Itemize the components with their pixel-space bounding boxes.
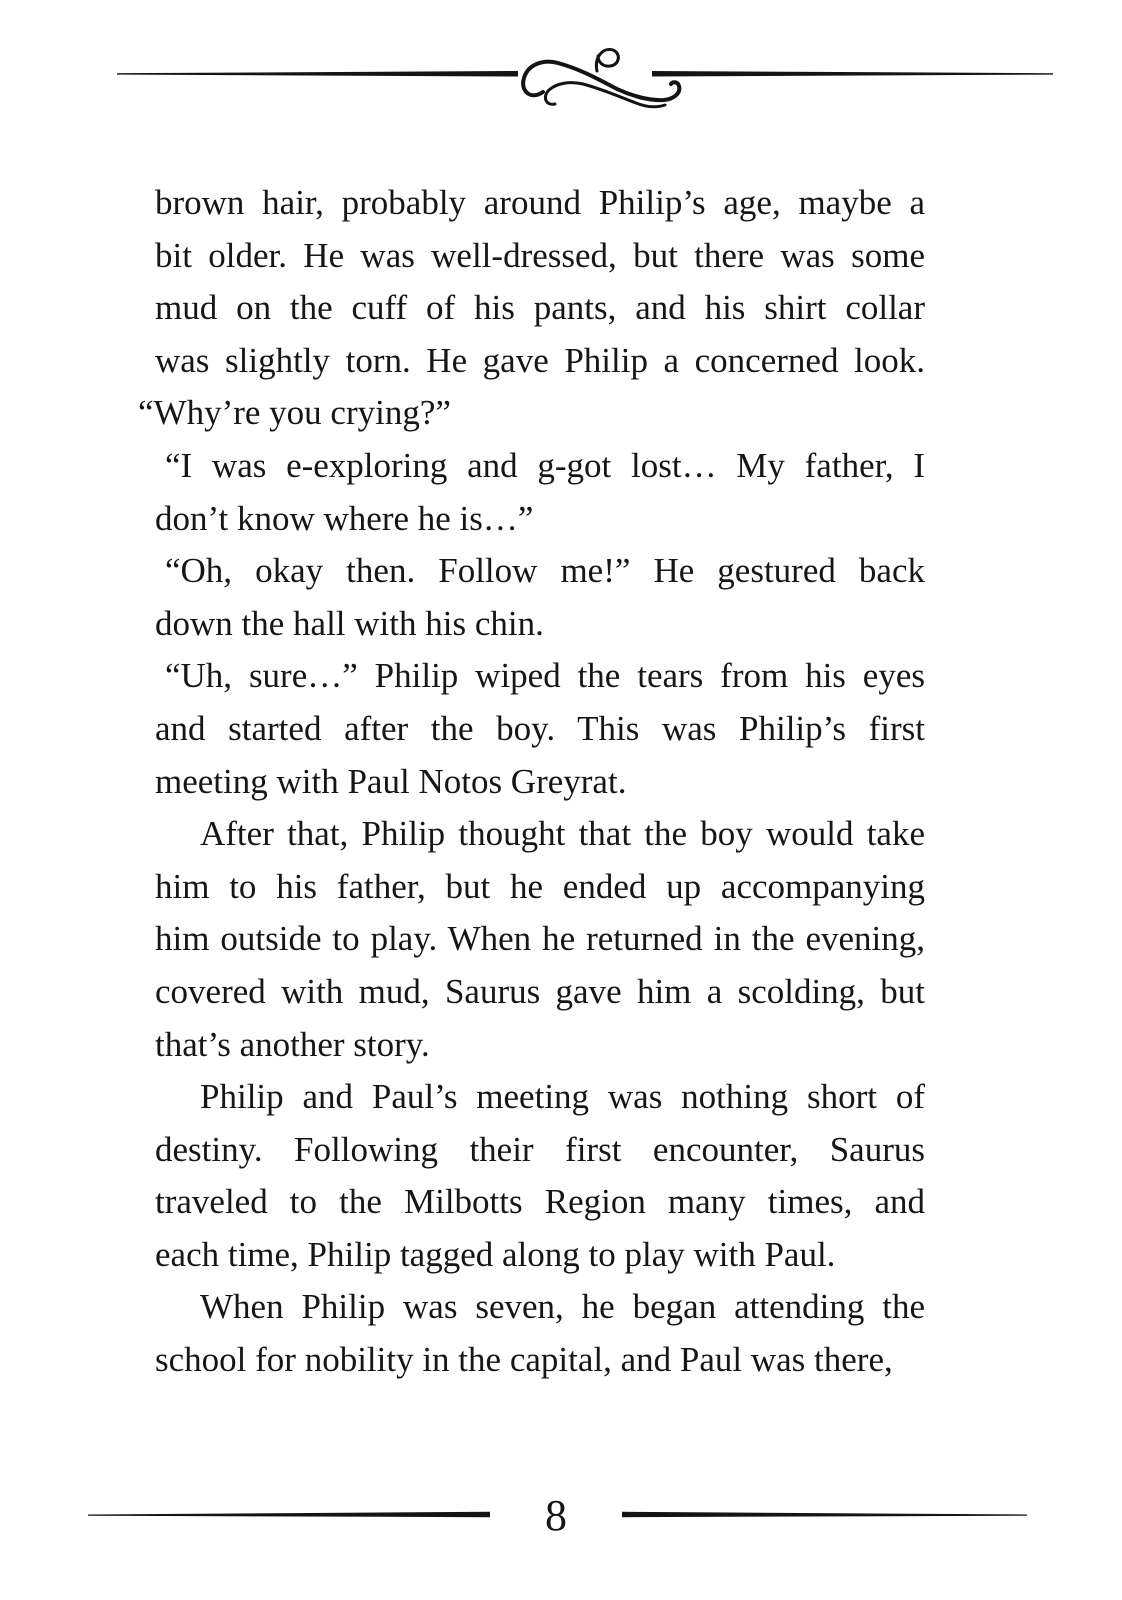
text-line [155,177,925,230]
text-line [155,230,925,283]
text-line-content: “Why’re you crying?” [138,393,451,433]
text-line-content: mud on the cuff of his pants, and his shirt collar [155,288,925,328]
text-line-content: and started after the boy. This was Philip’s first [155,708,925,748]
text-line [155,282,925,335]
text-line-content: Philip and Paul’s meeting was nothing short of [200,1077,925,1117]
text-line [165,545,925,598]
text-line-content: “I was e-exploring and g-got lost… My father, I [165,445,925,485]
text-line-content: down the hall with his chin. [155,603,544,643]
paragraph [155,650,925,808]
text-line-content: covered with mud, Saurus gave him a scolding, but [155,971,925,1011]
text-line [155,703,925,756]
text-line-content: each time, Philip tagged along to play with Paul. [155,1234,836,1274]
text-line [155,1124,925,1177]
text-line-content: that’s another story. [155,1024,430,1064]
text-line-content: “Oh, okay then. Follow me!” He gestured back [165,551,925,591]
text-line-content: him outside to play. When he returned in the evening, [155,919,925,959]
text-line-content: After that, Philip thought that the boy would take [200,814,925,854]
body-text [138,177,925,1387]
text-line-content: “Uh, sure…” Philip wiped the tears from his eyes [165,656,925,696]
text-line [155,335,925,388]
footer-rule-left [88,1511,490,1519]
text-line-content: don’t know where he is…” [155,498,534,538]
text-line [155,756,925,809]
text-line [138,387,925,440]
text-line-content: meeting with Paul Notos Greyrat. [155,761,627,801]
text-line-content: When Philip was seven, he began attending the [200,1287,925,1327]
paragraph [155,440,925,545]
text-line [155,1229,925,1282]
text-line [200,1281,925,1334]
calligraphic-flourish-icon [500,40,700,120]
text-line [155,493,925,546]
text-line [155,966,925,1019]
text-line-content: traveled to the Milbotts Region many times, and [155,1182,925,1222]
text-line [165,650,925,703]
page-number: 8 [545,1491,567,1540]
paragraph [155,1071,925,1281]
divider-rule-right [652,70,1053,78]
text-line [165,440,925,493]
text-line-content: destiny. Following their first encounter, Saurus [155,1129,925,1169]
text-line [200,808,925,861]
paragraph [138,177,925,440]
text-line [155,913,925,966]
text-line [155,861,925,914]
text-line [200,1071,925,1124]
text-line [155,1176,925,1229]
paragraph [155,545,925,650]
text-line-content: him to his father, but he ended up accompanying [155,866,925,906]
text-line [155,598,925,651]
divider-rule-left [117,70,518,78]
text-line [155,1019,925,1072]
text-line [155,1334,925,1387]
paragraph [155,1281,925,1386]
paragraph [155,808,925,1071]
text-line-content: school for nobility in the capital, and Paul was there, [155,1340,893,1380]
footer-rule-right [622,1511,1027,1519]
text-line-content: bit older. He was well-dressed, but there was some [155,235,925,275]
text-line-content: brown hair, probably around Philip’s age, maybe a [155,183,925,222]
text-line-content: was slightly torn. He gave Philip a concerned look. [155,340,925,380]
